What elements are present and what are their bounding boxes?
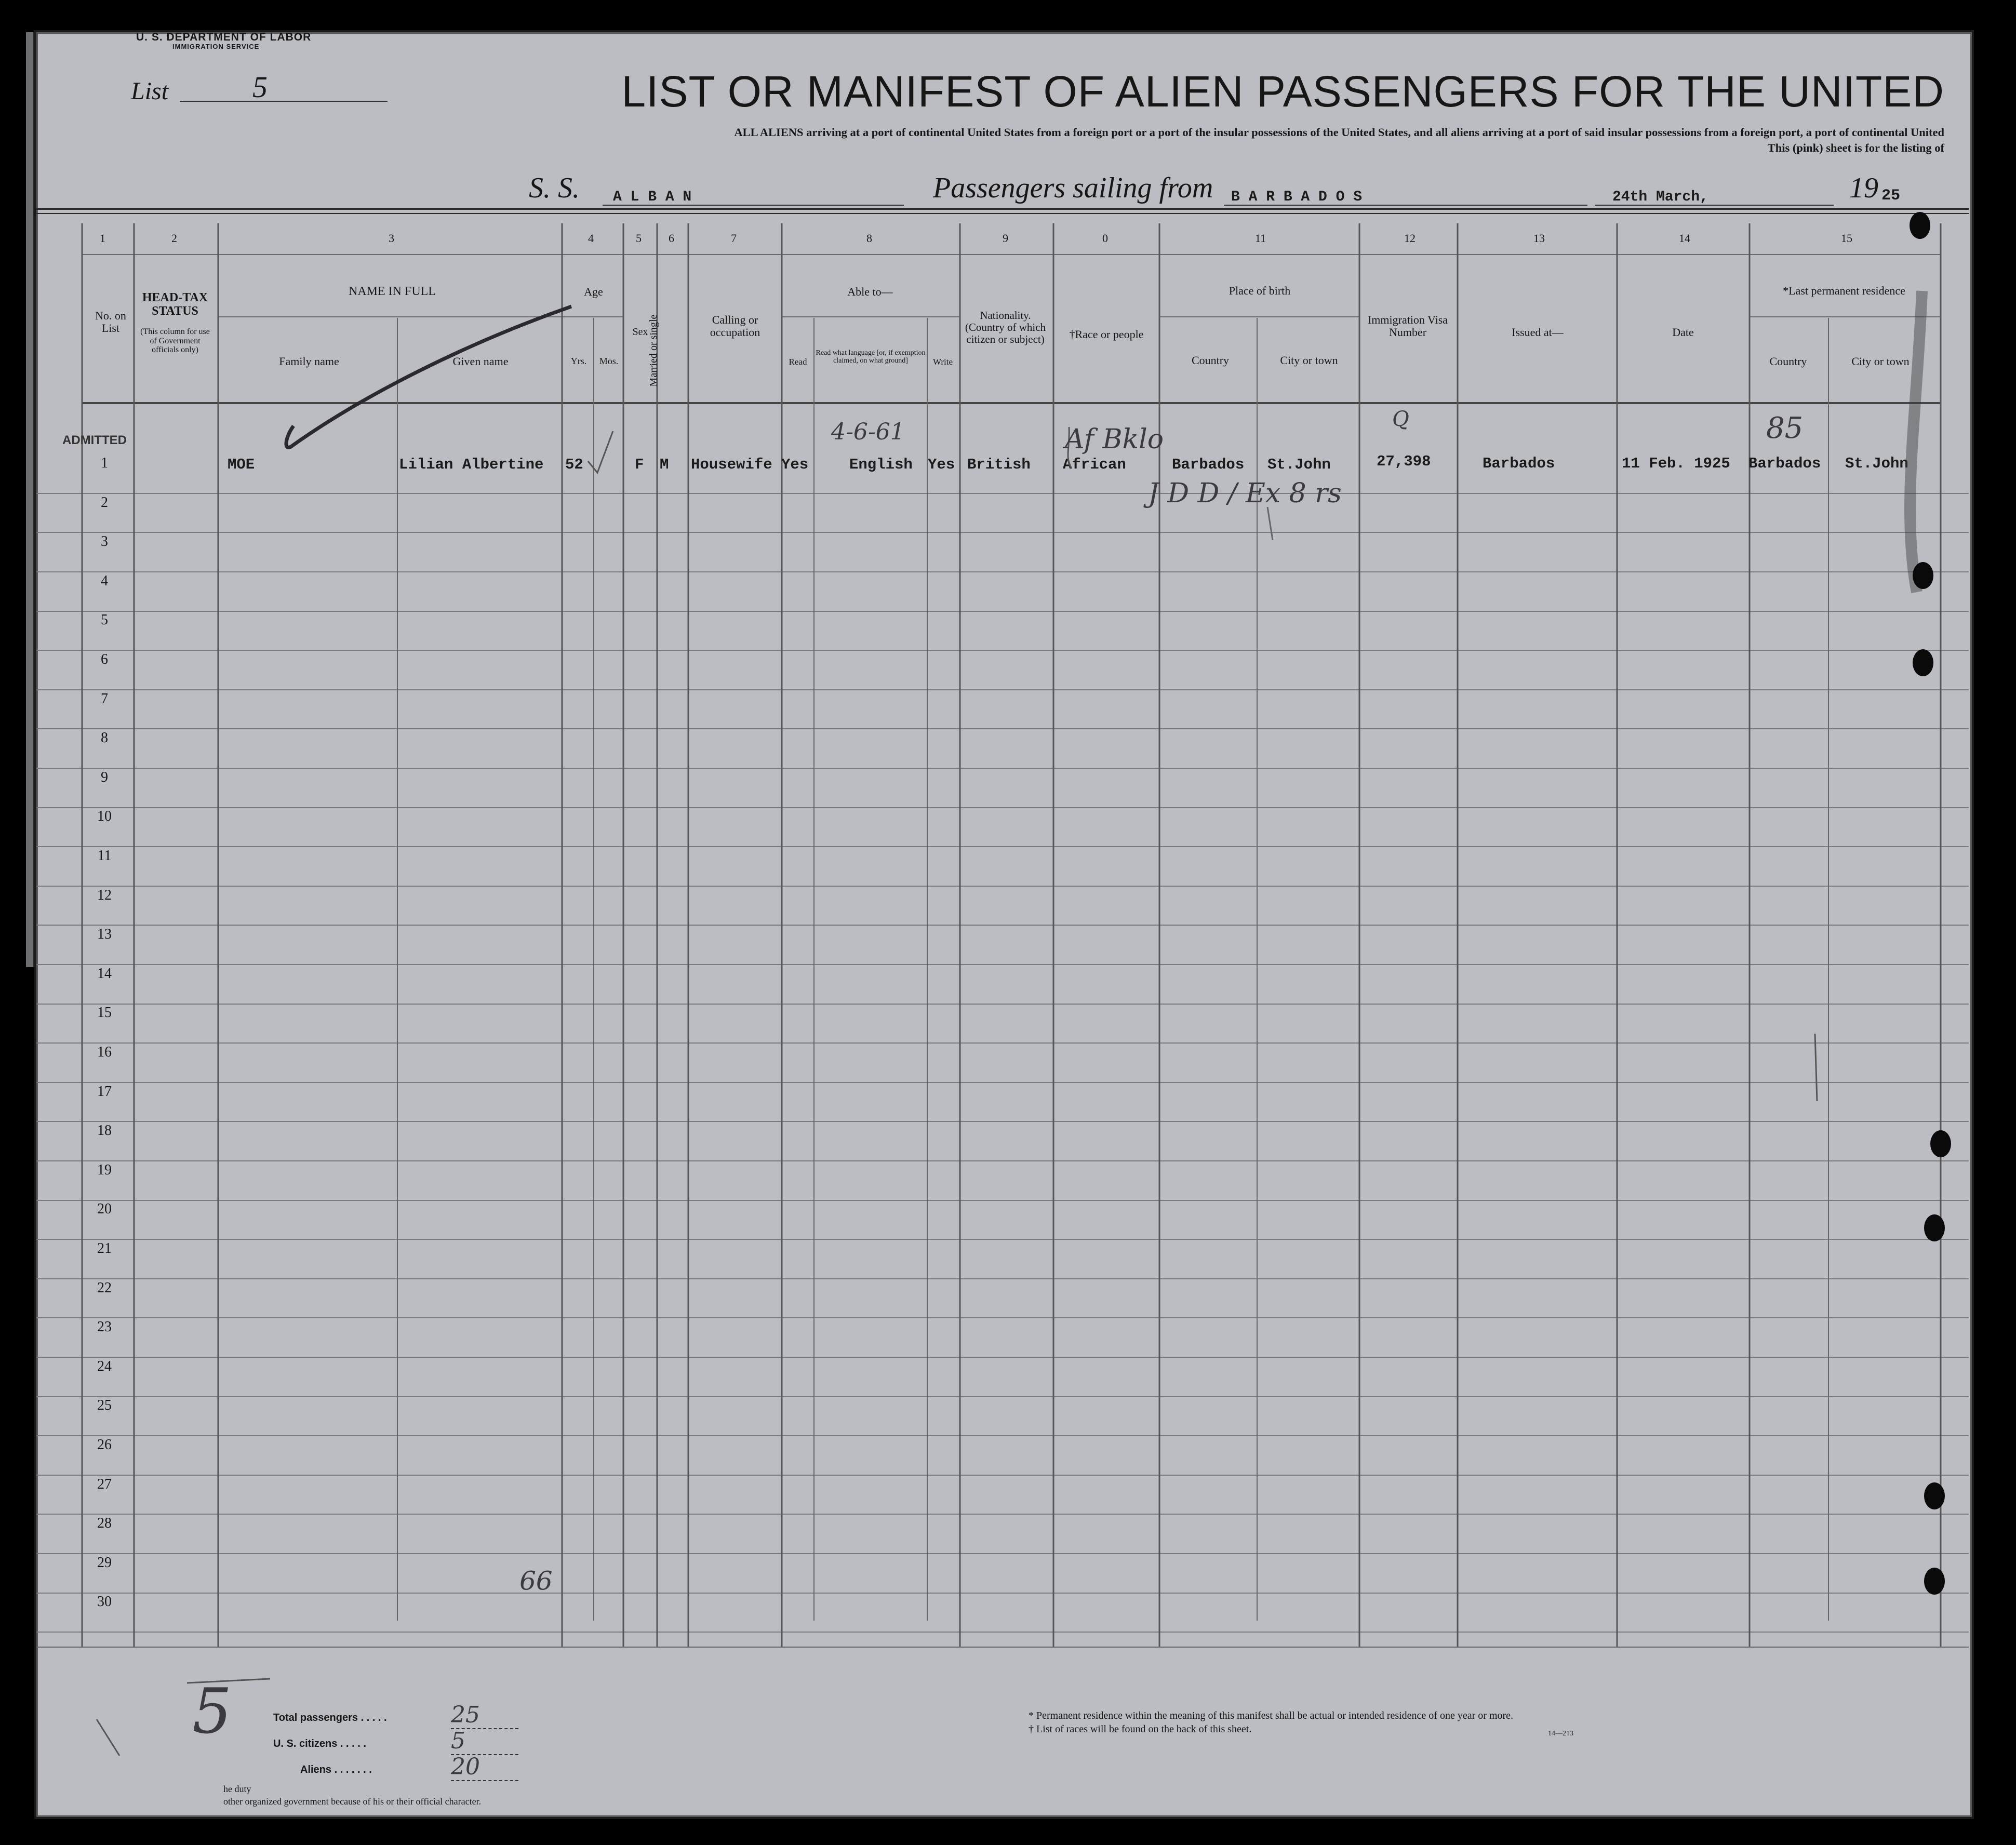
us-citizens-label: U. S. citizens . . . . . xyxy=(273,1738,366,1749)
header-sex: Sex xyxy=(632,326,648,338)
entry-res-country: Barbados xyxy=(1748,455,1821,472)
row-number: 11 xyxy=(97,848,112,864)
row-number: 14 xyxy=(97,966,112,982)
column-number: 13 xyxy=(1533,232,1545,245)
row-number: 16 xyxy=(97,1044,112,1060)
header-head-tax-note: (This column for use of Government officials only) xyxy=(140,327,210,355)
entry-given-name: Lilian Albertine xyxy=(399,456,544,473)
row-number: 21 xyxy=(97,1240,112,1256)
department-label: U. S. DEPARTMENT OF LABOR xyxy=(136,31,312,43)
hand-visa-mark: Q xyxy=(1392,407,1409,431)
column-number: 8 xyxy=(866,232,872,245)
entry-issued-at: Barbados xyxy=(1483,455,1555,472)
year-prefix: 19 xyxy=(1849,172,1878,204)
row-number: 13 xyxy=(97,926,112,942)
service-label: IMMIGRATION SERVICE xyxy=(172,43,260,50)
header-nationality: Nationality. (Country of which citizen or subject) xyxy=(965,309,1046,346)
row-number: 18 xyxy=(97,1122,112,1139)
list-label: List xyxy=(131,77,169,105)
manifest-subtitle-2: This (pink) sheet is for the listing of xyxy=(1767,141,1944,154)
column-number: 12 xyxy=(1404,232,1416,245)
entry-visa-number: 27,398 xyxy=(1377,453,1431,470)
binder-hole xyxy=(1910,212,1930,239)
entry-res-city: St.John xyxy=(1845,455,1908,472)
entry-occupation: Housewife xyxy=(691,456,772,473)
binder-hole xyxy=(1924,1214,1945,1241)
aliens-label: Aliens . . . . . . . xyxy=(300,1764,372,1775)
residence-footnote: * Permanent residence within the meaning of this manifest shall be actual or intended residence of one year or more. xyxy=(1029,1710,1514,1721)
column-number: 1 xyxy=(100,232,105,245)
column-number: 3 xyxy=(389,232,394,245)
hand-footer-number: 5 xyxy=(192,1676,232,1748)
entry-birth-city: St.John xyxy=(1267,456,1331,473)
list-number: 5 xyxy=(180,70,388,102)
entry-language: English xyxy=(849,456,913,473)
binder-hole xyxy=(1930,1130,1951,1157)
header-name-in-full: NAME IN FULL xyxy=(349,285,436,298)
header-res-country: Country xyxy=(1769,355,1807,368)
column-number: 0 xyxy=(1102,232,1108,245)
header-race: †Race or people xyxy=(1069,328,1144,341)
column-number: 5 xyxy=(636,232,642,245)
row-number: 1 xyxy=(101,455,108,471)
entry-write: Yes xyxy=(928,456,955,473)
row-number: 27 xyxy=(97,1476,112,1492)
binder-hole xyxy=(1924,1568,1945,1595)
entry-family-name: MOE xyxy=(228,456,255,473)
us-citizens-value: 5 xyxy=(451,1728,518,1755)
header-age: Age xyxy=(584,285,603,298)
column-number: 15 xyxy=(1841,232,1852,245)
header-birth-country: Country xyxy=(1191,354,1230,367)
row-number: 26 xyxy=(97,1437,112,1453)
header-mos: Mos. xyxy=(599,356,619,366)
column-number: 6 xyxy=(669,232,674,245)
row-number: 24 xyxy=(97,1358,112,1374)
header-place-of-birth: Place of birth xyxy=(1229,284,1291,297)
binder-hole xyxy=(1924,1482,1945,1509)
partial-statement-2: other organized government because of his or their official character. xyxy=(223,1796,482,1807)
header-head-tax: HEAD-TAX STATUS xyxy=(142,291,208,318)
row-number: 19 xyxy=(97,1162,112,1178)
column-number: 2 xyxy=(171,232,177,245)
row-number: 15 xyxy=(97,1005,112,1021)
entry-birth-country: Barbados xyxy=(1172,456,1245,473)
hand-signature: J D D / Ex 8 rs xyxy=(1148,478,1342,509)
header-calling: Calling or occupation xyxy=(710,313,760,339)
header-no-on-list: No. on List xyxy=(95,309,126,335)
header-last-residence: *Last permanent residence xyxy=(1783,284,1905,297)
row-number: 8 xyxy=(101,730,108,746)
entry-read: Yes xyxy=(781,456,809,473)
entry-race: African xyxy=(1063,456,1126,473)
entry-visa-date: 11 Feb. 1925 xyxy=(1622,455,1730,472)
row-number: 20 xyxy=(97,1201,112,1217)
row-number: 25 xyxy=(97,1397,112,1413)
header-family-name: Family name xyxy=(279,355,339,368)
entry-age: 52 xyxy=(565,456,583,473)
column-number: 11 xyxy=(1255,232,1266,245)
header-given-name: Given name xyxy=(452,355,509,368)
row-number: 12 xyxy=(97,887,112,903)
row-number: 30 xyxy=(97,1594,112,1610)
row-number: 4 xyxy=(101,573,108,589)
form-code: 14—213 xyxy=(1548,1730,1573,1737)
row-number: 28 xyxy=(97,1515,112,1531)
total-passengers-label: Total passengers . . . . . xyxy=(273,1712,387,1723)
header-res-city: City or town xyxy=(1851,355,1910,368)
admitted-stamp: ADMITTED xyxy=(62,433,127,447)
header-able-to: Able to— xyxy=(847,285,893,298)
footer-rule xyxy=(36,1647,1969,1648)
aliens-value: 20 xyxy=(451,1754,518,1781)
binder-hole xyxy=(1913,562,1933,589)
port-name: B A R B A D O S xyxy=(1231,189,1363,205)
row-number: 29 xyxy=(97,1555,112,1571)
binder-hole xyxy=(1913,649,1933,676)
column-number: 14 xyxy=(1679,232,1690,245)
ship-name: A L B A N xyxy=(613,189,692,205)
ss-label: S. S. xyxy=(529,172,580,204)
row-number: 10 xyxy=(97,808,112,824)
column-number: 9 xyxy=(1003,232,1008,245)
hand-bottom-mark: 99 xyxy=(519,1565,553,1595)
manifest-title: LIST OR MANIFEST OF ALIEN PASSENGERS FOR THE UNITED xyxy=(621,67,1944,116)
header-visa-number: Immigration Visa Number xyxy=(1367,313,1448,339)
row-number: 9 xyxy=(101,769,108,785)
header-read: Read xyxy=(789,357,807,367)
header-read-lang: Read what language [or, if exemption claimed, on what ground] xyxy=(816,349,926,365)
total-passengers-value: 25 xyxy=(451,1702,518,1729)
voyage-date: 24th March, xyxy=(1612,189,1708,205)
header-married: Married or single xyxy=(648,314,659,387)
column-number: 4 xyxy=(588,232,594,245)
row-number: 3 xyxy=(101,533,108,550)
partial-statement-1: he duty xyxy=(223,1784,251,1794)
year-suffix: 25 xyxy=(1881,187,1901,205)
hand-language-note: 4-6-61 xyxy=(831,419,905,445)
race-footnote: † List of races will be found on the back of this sheet. xyxy=(1029,1723,1252,1735)
row-number: 23 xyxy=(97,1319,112,1335)
manifest-subtitle-1: ALL ALIENS arriving at a port of continental United States from a foreign port or a port of the insular possessions of the United States, and all aliens arriving at a port of said insular possessions from a foreign port, a port of continental United xyxy=(734,126,1944,139)
row-number: 17 xyxy=(97,1084,112,1100)
sailing-label: Passengers sailing from xyxy=(933,172,1213,204)
row-number: 2 xyxy=(101,494,108,511)
header-yrs: Yrs. xyxy=(570,356,587,366)
row-number: 5 xyxy=(101,612,108,628)
row-number: 6 xyxy=(101,651,108,667)
row-number: 22 xyxy=(97,1280,112,1296)
row-number: 7 xyxy=(101,691,108,707)
header-birth-city: City or town xyxy=(1280,354,1338,367)
header-issued-at: Issued at— xyxy=(1512,326,1564,339)
entry-sex: F xyxy=(635,456,644,473)
entry-nationality: British xyxy=(967,456,1031,473)
column-number: 7 xyxy=(731,232,737,245)
header-write: Write xyxy=(932,357,953,367)
entry-married: M xyxy=(660,456,669,473)
header-date: Date xyxy=(1672,326,1694,339)
hand-country-mark: 85 xyxy=(1766,411,1804,445)
hand-race-note: Af Bklo xyxy=(1065,424,1164,455)
